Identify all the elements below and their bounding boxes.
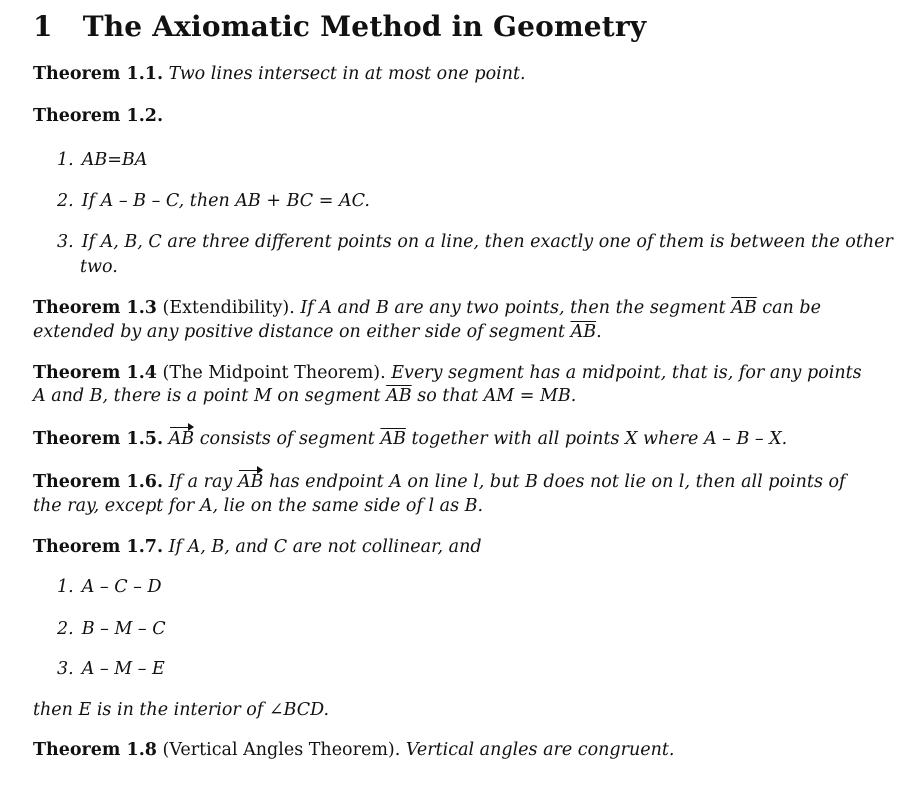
item-number: 3. xyxy=(57,659,74,679)
theorem-text: together with all points X where A – B – X. xyxy=(411,429,788,449)
item-number: 3. xyxy=(57,232,74,252)
theorem-1-7 xyxy=(33,535,864,559)
theorem-1-3-cont xyxy=(33,320,864,344)
section-number: 1 xyxy=(33,10,53,43)
theorem-name: (Vertical Angles Theorem). xyxy=(162,740,401,760)
theorem-1-1 xyxy=(33,62,864,86)
theorem-1-8 xyxy=(33,738,864,762)
theorem-text: extended by any positive distance on either side of segment xyxy=(33,322,565,342)
theorem-label: Theorem 1.8 xyxy=(33,740,157,760)
theorem-statement: Vertical angles are congruent. xyxy=(405,740,675,760)
item-text: A – C – D xyxy=(81,577,162,597)
item-continuation: two. xyxy=(80,257,118,277)
segment-notation: $\overline{AB}$ xyxy=(570,322,597,342)
list-item xyxy=(57,575,864,599)
theorem-label: Theorem 1.4 xyxy=(33,363,157,383)
theorem-text: A and B, there is a point M on segment xyxy=(33,386,381,406)
list-item xyxy=(57,230,893,254)
theorem-1-6 xyxy=(33,470,864,494)
theorem-text: consists of segment xyxy=(199,429,375,449)
theorem-1-7-conclusion xyxy=(33,698,864,722)
segment-notation: $\overline{AB}$ xyxy=(380,429,406,449)
theorem-text: then E is in the interior of ∠BCD. xyxy=(33,700,330,720)
theorem-text: If a ray xyxy=(168,472,233,492)
ray-notation: AB xyxy=(237,472,264,492)
list-item xyxy=(57,148,864,172)
section-heading xyxy=(33,10,646,43)
item-text: A – M – E xyxy=(81,659,165,679)
item-text: If A – B – C, then AB + BC = AC. xyxy=(81,191,370,211)
theorem-text: If A, B, and C are not collinear, and xyxy=(168,537,482,557)
item-number: 1. xyxy=(57,577,74,597)
theorem-text: If A and B are any two points, then the segment xyxy=(300,298,726,318)
theorem-label: Theorem 1.7. xyxy=(33,537,164,557)
ray-notation: AB xyxy=(168,429,195,449)
theorem-name: (Extendibility). xyxy=(162,298,295,318)
list-item xyxy=(57,657,864,681)
theorem-label: Theorem 1.5. xyxy=(33,429,164,449)
theorem-1-6-cont xyxy=(33,494,864,518)
theorem-1-3 xyxy=(33,296,864,320)
list-item xyxy=(57,189,864,213)
theorem-text: Every segment has a midpoint, that is, for any points xyxy=(391,363,862,383)
item-text: If A, B, C are three different points on a line, then exactly one of them is between the other xyxy=(81,232,893,252)
theorem-text: has endpoint A on line l, but B does not lie on l, then all points of xyxy=(268,472,846,492)
section-title: The Axiomatic Method in Geometry xyxy=(82,10,647,43)
period: . xyxy=(596,322,602,342)
theorem-text: the ray, except for A, lie on the same side of l as B. xyxy=(33,496,484,516)
theorem-name: (The Midpoint Theorem). xyxy=(162,363,386,383)
item-number: 1. xyxy=(57,150,74,170)
theorem-1-4 xyxy=(33,361,864,385)
theorem-text: can be xyxy=(762,298,821,318)
theorem-text: so that AM = MB. xyxy=(417,386,577,406)
theorem-1-4-cont xyxy=(33,384,864,408)
theorem-1-5 xyxy=(33,427,864,451)
theorem-label: Theorem 1.6. xyxy=(33,472,164,492)
theorem-1-2 xyxy=(33,104,864,128)
list-item xyxy=(57,617,864,641)
item-number: 2. xyxy=(57,619,74,639)
segment-notation: $\overline{AB}$ xyxy=(386,386,412,406)
theorem-label: Theorem 1.2. xyxy=(33,106,164,126)
theorem-label: Theorem 1.3 xyxy=(33,298,157,318)
segment-notation: $\overline{AB}$ xyxy=(731,298,757,318)
theorem-statement: Two lines intersect in at most one point. xyxy=(168,64,526,84)
item-number: 2. xyxy=(57,191,74,211)
item-text: AB=BA xyxy=(81,150,148,170)
item-text: B – M – C xyxy=(81,619,166,639)
theorem-label: Theorem 1.1. xyxy=(33,64,164,84)
